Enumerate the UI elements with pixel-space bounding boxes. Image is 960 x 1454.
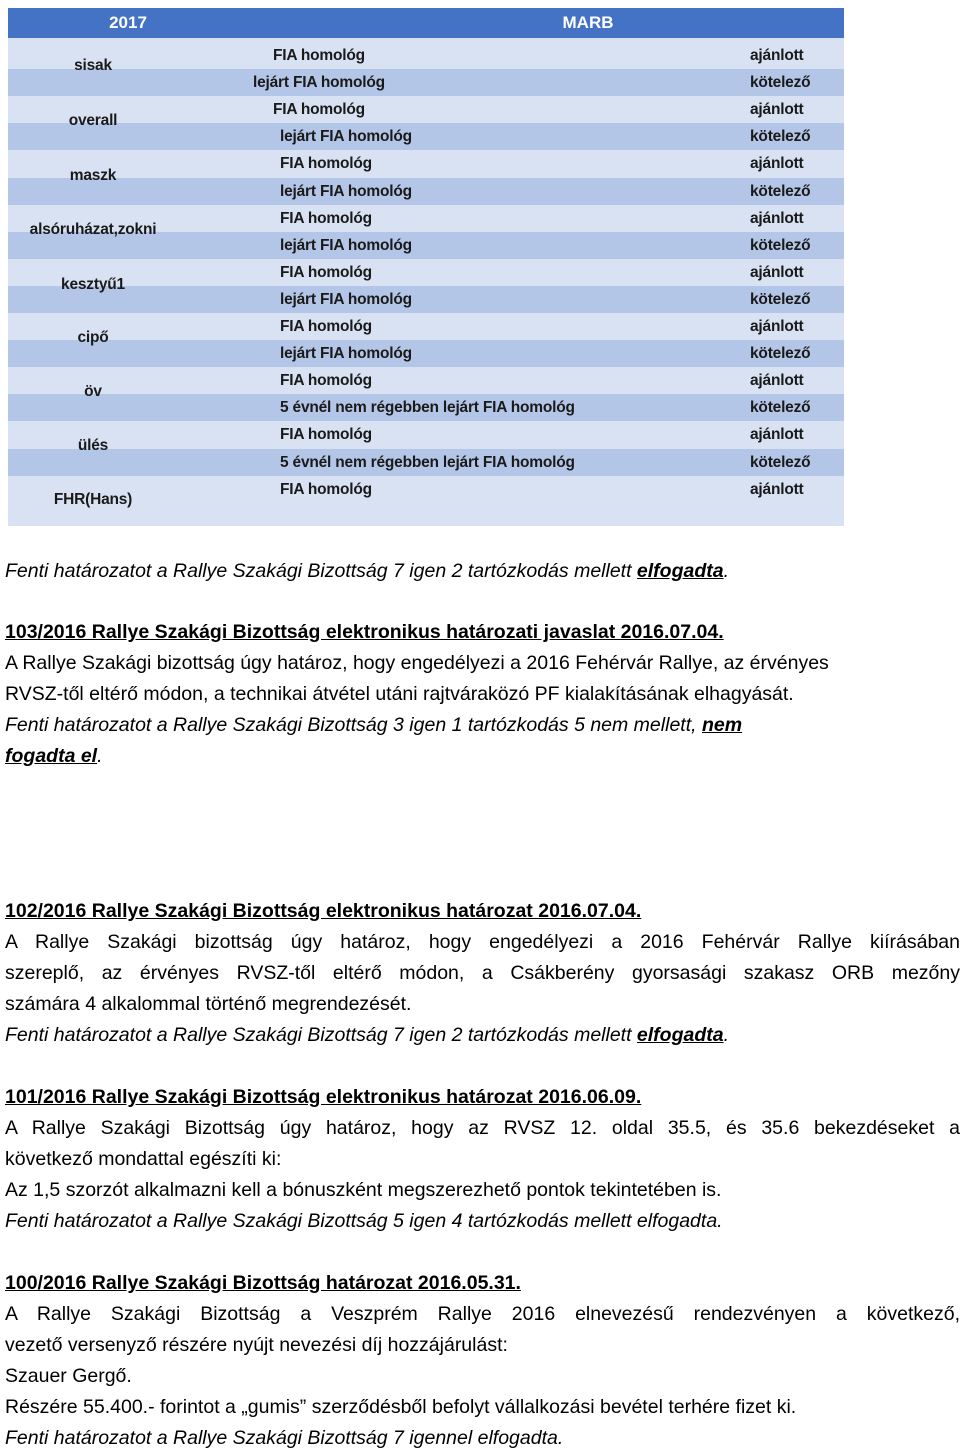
decision-emphasis: elfogadta — [636, 1024, 724, 1046]
requirement-cell: FIA homológ — [280, 318, 372, 335]
vote-result — [5, 556, 960, 587]
header-year: 2017 — [109, 13, 147, 32]
line-text: . — [97, 745, 103, 767]
requirement-cell: lejárt FIA homológ — [280, 290, 412, 308]
category-label: alsóruházat,zokni — [29, 221, 157, 238]
line-text: Fenti határozatot a Rallye Szakági Bizottság 7 igen 2 tartózkodás mellett — [5, 560, 637, 582]
status-cell: ajánlott — [750, 155, 804, 173]
vote-result — [5, 710, 960, 741]
requirement-cell: FIA homológ — [273, 101, 365, 119]
requirement-cell: FIA homológ — [280, 480, 372, 498]
paragraph-line: szereplő, az érvényes RVSZ-től eltérő módon, a Csákberény gyorsasági szakasz ORB mezőny — [5, 962, 960, 984]
equipment-requirements-table — [8, 8, 844, 526]
resolution-heading: 101/2016 Rallye Szakági Bizottság elektronikus határozat 2016.06.09. — [5, 1086, 642, 1108]
status-cell: kötelező — [750, 399, 811, 417]
vote-result: Fenti határozatot a Rallye Szakági Bizottság 5 igen 4 tartózkodás mellett elfogadta. — [5, 1210, 723, 1232]
status-cell: kötelező — [750, 345, 811, 363]
vote-result: Fenti határozatot a Rallye Szakági Bizottság 7 igennel elfogadta. — [5, 1427, 564, 1449]
requirement-cell: lejárt FIA homológ — [280, 236, 412, 254]
status-cell: ajánlott — [750, 47, 804, 64]
status-cell: ajánlott — [750, 480, 804, 498]
paragraph-line: Szauer Gergő. — [5, 1365, 132, 1387]
requirement-cell: FIA homológ — [280, 209, 372, 227]
resolution-heading: 102/2016 Rallye Szakági Bizottság elektronikus határozat 2016.07.04. — [5, 900, 642, 922]
requirement-cell: 5 évnél nem régebben lejárt FIA homológ — [280, 399, 575, 417]
category-label: overall — [68, 112, 118, 129]
status-cell: kötelező — [750, 290, 811, 308]
resolution-heading: 103/2016 Rallye Szakági Bizottság elektronikus határozati javaslat 2016.07.04. — [5, 621, 724, 643]
status-cell: kötelező — [750, 182, 811, 200]
paragraph-line: A Rallye Szakági bizottság úgy határoz, hogy engedélyezi a 2016 Fehérvár Rallye, az érvényes — [5, 652, 829, 674]
paragraph-line: vezető versenyző részére nyújt nevezési díj hozzájárulást: — [5, 1334, 508, 1356]
category-label: cipő — [77, 329, 109, 346]
paragraph-line: A Rallye Szakági bizottság úgy határoz, hogy engedélyezi a 2016 Fehérvár Rallye kiírásában — [5, 931, 960, 953]
resolution-heading: 100/2016 Rallye Szakági Bizottság határozat 2016.05.31. — [5, 1272, 521, 1294]
line-text: Fenti határozatot a Rallye Szakági Bizottság 3 igen 1 tartózkodás 5 nem mellett, — [5, 714, 702, 736]
status-cell: ajánlott — [750, 101, 804, 119]
line-text: Fenti határozatot a Rallye Szakági Bizottság 7 igen 2 tartózkodás mellett — [5, 1024, 637, 1046]
table-header — [8, 8, 844, 38]
paragraph-line: következő mondattal egészíti ki: — [5, 1148, 282, 1170]
status-cell: ajánlott — [750, 318, 804, 335]
requirement-cell: lejárt FIA homológ — [253, 74, 385, 92]
requirement-cell: lejárt FIA homológ — [280, 128, 412, 146]
paragraph-line: Részére 55.400.- forintot a „gumis” szerződésből befolyt vállalkozási bevétel terhére fizet ki. — [5, 1396, 797, 1418]
paragraph-line: számára 4 alkalommal történő megrendezését. — [5, 993, 412, 1015]
line-text: . — [723, 560, 730, 582]
category-label: sisak — [74, 57, 112, 74]
paragraph-line: RVSZ-től eltérő módon, a technikai átvétel utáni rajtváraközó PF kialakításának elhagyását. — [5, 683, 794, 705]
status-cell: kötelező — [750, 453, 811, 471]
status-cell: ajánlott — [750, 209, 804, 227]
vote-result — [5, 741, 960, 772]
requirement-cell: 5 évnél nem régebben lejárt FIA homológ — [280, 453, 575, 471]
requirement-cell: lejárt FIA homológ — [280, 345, 412, 363]
vote-result — [5, 1020, 960, 1051]
status-cell: kötelező — [750, 74, 811, 92]
category-label: ülés — [77, 437, 109, 454]
requirement-cell: lejárt FIA homológ — [280, 182, 412, 200]
paragraph-line: A Rallye Szakági Bizottság a Veszprém Rallye 2016 elnevezésű rendezvényen a következő, — [5, 1303, 960, 1325]
requirement-cell: FIA homológ — [280, 372, 372, 390]
paragraph-line: A Rallye Szakági Bizottság úgy határoz, hogy az RVSZ 12. oldal 35.5, és 35.6 bekezdéseket a — [5, 1117, 960, 1139]
requirement-cell: FIA homológ — [280, 426, 372, 444]
requirement-cell: FIA homológ — [280, 263, 372, 281]
decision-emphasis: nem — [701, 714, 743, 736]
requirement-cell: FIA homológ — [280, 155, 372, 173]
category-label: maszk — [69, 167, 117, 184]
line-text: . — [723, 1024, 730, 1046]
paragraph-line: Az 1,5 szorzót alkalmazni kell a bónuszként megszerezhető pontok tekintetében is. — [5, 1179, 722, 1201]
status-cell: kötelező — [750, 128, 811, 146]
status-cell: kötelező — [750, 236, 811, 254]
category-label: kesztyű1 — [61, 276, 125, 293]
requirement-cell: FIA homológ — [273, 47, 365, 64]
status-cell: ajánlott — [750, 426, 804, 444]
decision-emphasis: elfogadta — [636, 560, 724, 582]
category-label: FHR(Hans) — [53, 491, 133, 508]
category-label: öv — [84, 383, 102, 400]
status-cell: ajánlott — [750, 263, 804, 281]
header-org: MARB — [562, 13, 614, 32]
status-cell: ajánlott — [750, 372, 804, 390]
decision-emphasis: fogadta el — [5, 745, 98, 767]
